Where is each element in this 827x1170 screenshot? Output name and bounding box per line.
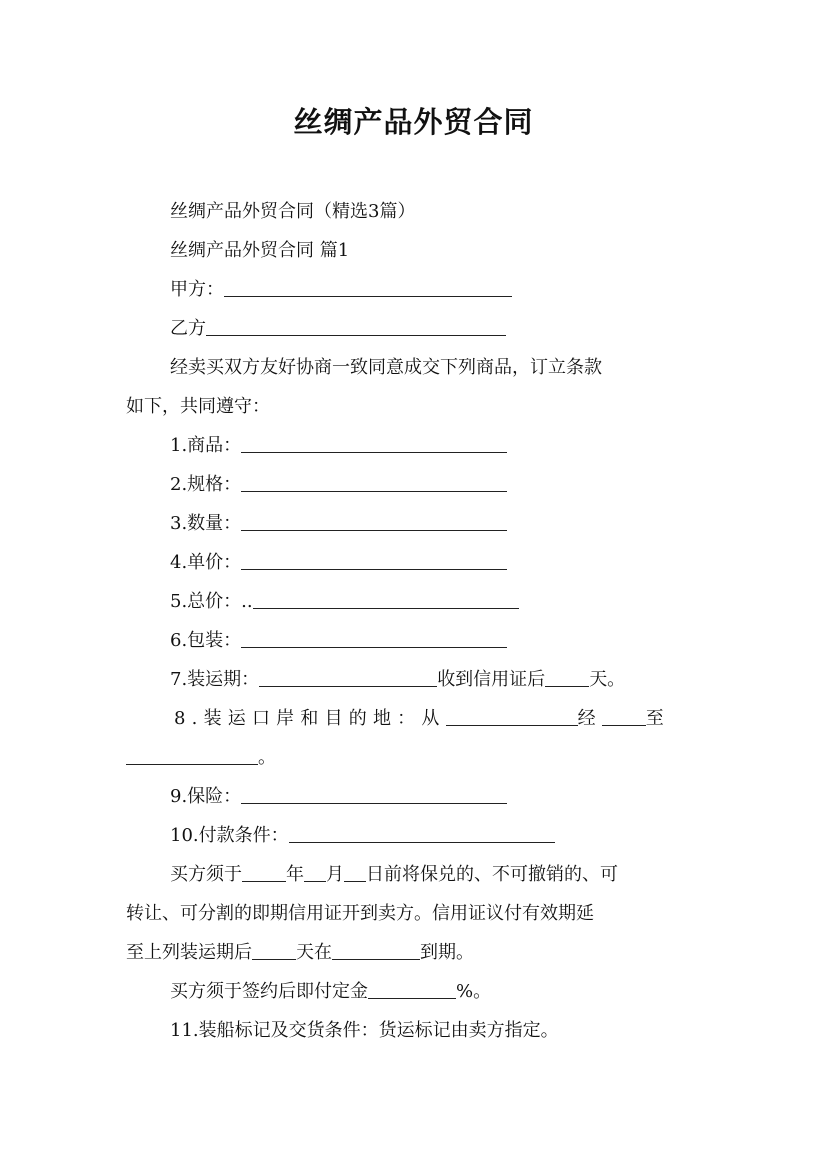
item-ports-via: 经 — [577, 708, 602, 729]
item-total-price-label: 5.总价：.. — [170, 591, 253, 612]
item-ports — [174, 699, 670, 738]
item-quantity-label: 3.数量： — [170, 513, 242, 534]
deposit-line — [170, 972, 491, 1011]
item-goods-label: 1.商品： — [170, 435, 242, 456]
item-unit-price-blank — [241, 550, 507, 570]
item-ports-to: 至 — [645, 708, 670, 729]
item-shipment-end: 天。 — [589, 669, 626, 690]
item-insurance-blank — [241, 784, 507, 804]
document-title: 丝绸产品外贸合同 — [293, 105, 534, 139]
item-packing-blank — [241, 628, 507, 648]
payment-line-3 — [126, 933, 474, 972]
deposit-text: 买方须于签约后即付定金 — [170, 981, 368, 1002]
payment-year-blank — [242, 862, 286, 882]
item-goods-blank — [241, 433, 507, 453]
party-b-blank — [206, 316, 506, 336]
item-ports-to-blank — [126, 745, 258, 765]
payment-text-3c: 到期。 — [420, 942, 474, 963]
item-marks: 11.装船标记及交货条件：货运标记由卖方指定。 — [170, 1020, 559, 1041]
payment-text-3b: 天在 — [296, 942, 332, 963]
payment-month-blank — [304, 862, 326, 882]
party-a-blank — [224, 277, 512, 297]
section-heading: 丝绸产品外贸合同 篇1 — [170, 240, 350, 261]
party-b-line — [170, 309, 506, 348]
item-goods — [170, 426, 507, 465]
party-b-label: 乙方 — [170, 318, 206, 339]
item-payment-blank — [289, 823, 555, 843]
item-packing-label: 6.包装： — [170, 630, 242, 651]
intro-line-2: 如下，共同遵守： — [126, 396, 270, 417]
item-shipment-text: 收到信用证后 — [437, 669, 546, 690]
item-ports-via-blank — [602, 706, 646, 726]
intro-line-1: 经卖买双方友好协商一致同意成交下列商品，订立条款 — [170, 357, 602, 378]
item-total-price-blank — [253, 589, 519, 609]
payment-day-blank — [344, 862, 366, 882]
item-packing — [170, 621, 507, 660]
item-unit-price — [170, 543, 507, 582]
item-ports-end: 。 — [258, 747, 276, 768]
item-spec-blank — [241, 472, 507, 492]
item-ports-label: 8.装运口岸和目的地：从 — [174, 708, 446, 729]
item-total-price — [170, 582, 519, 621]
item-shipment-label: 7.装运期： — [170, 669, 260, 690]
payment-text-1d: 日前将保兑的、不可撤销的、可 — [366, 864, 618, 885]
payment-text-1c: 月 — [326, 864, 344, 885]
item-quantity-blank — [241, 511, 507, 531]
item-payment — [170, 816, 555, 855]
item-payment-label: 10.付款条件： — [170, 825, 289, 846]
payment-text-1b: 年 — [286, 864, 304, 885]
item-quantity — [170, 504, 507, 543]
payment-place-blank — [332, 940, 420, 960]
subtitle: 丝绸产品外贸合同（精选3篇） — [170, 201, 416, 222]
payment-text-1a: 买方须于 — [170, 864, 242, 885]
party-a-label: 甲方： — [170, 279, 224, 300]
payment-line-2: 转让、可分割的即期信用证开到卖方。信用证议付有效期延 — [126, 903, 594, 924]
item-spec — [170, 465, 507, 504]
item-spec-label: 2.规格： — [170, 474, 242, 495]
item-ports-from-blank — [446, 706, 578, 726]
item-shipment-days-blank — [545, 667, 589, 687]
item-ports-cont — [126, 738, 276, 777]
item-shipment-blank — [259, 667, 437, 687]
deposit-blank — [368, 979, 456, 999]
payment-text-3a: 至上列装运期后 — [126, 942, 252, 963]
payment-line-1 — [170, 855, 618, 894]
item-insurance — [170, 777, 507, 816]
payment-days-blank — [252, 940, 296, 960]
item-insurance-label: 9.保险： — [170, 786, 242, 807]
party-a-line — [170, 270, 512, 309]
item-unit-price-label: 4.单价： — [170, 552, 242, 573]
item-shipment — [170, 660, 625, 699]
deposit-percent: %。 — [456, 981, 492, 1002]
